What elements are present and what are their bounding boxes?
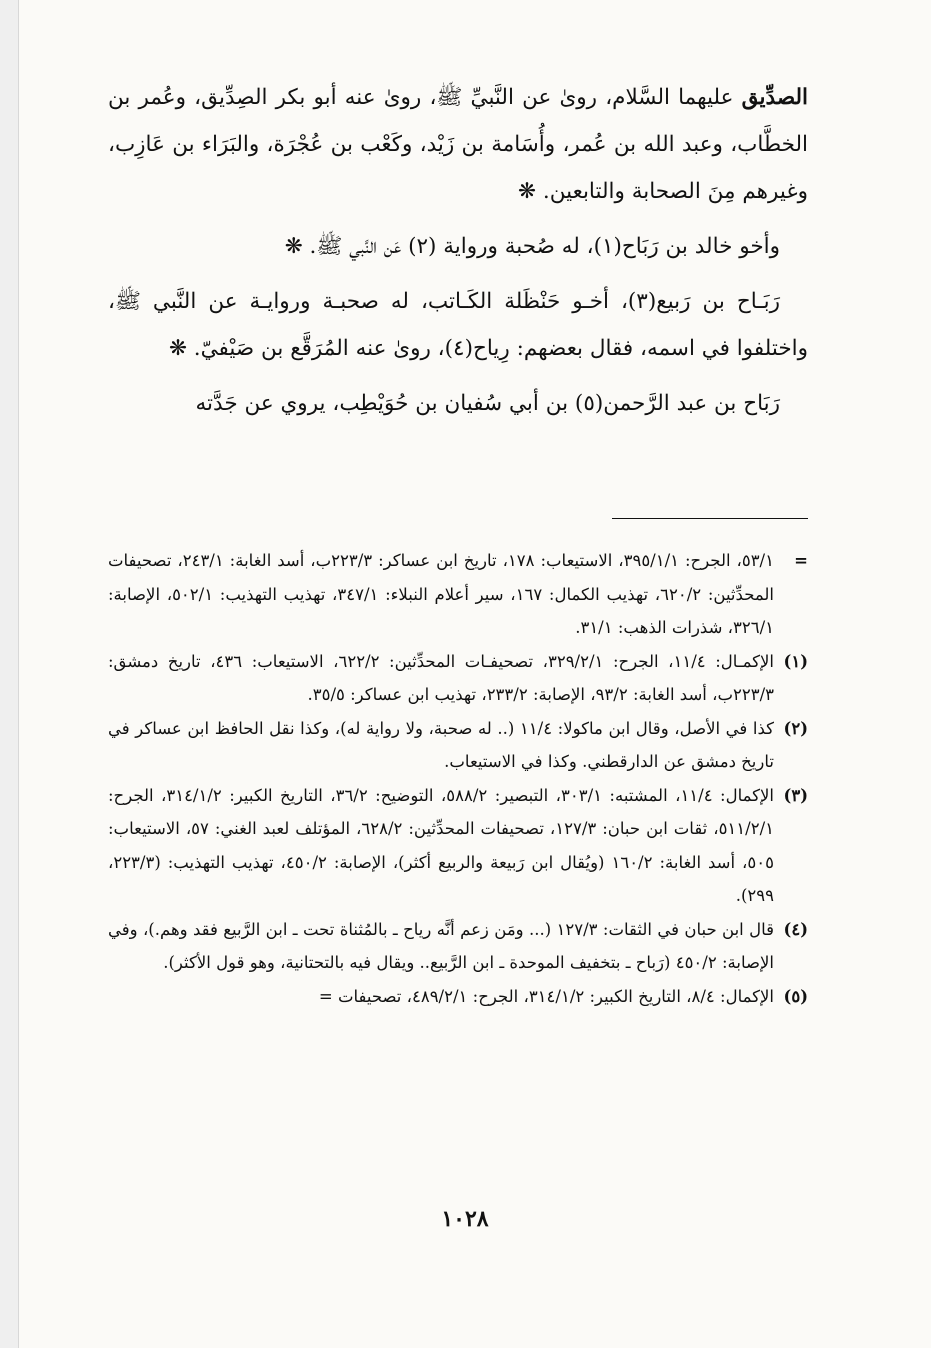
page-number: ١٠٢٨: [441, 1206, 489, 1232]
footnote-4: [108, 913, 808, 980]
paragraph-3: [108, 278, 808, 372]
footnote-3: [108, 779, 808, 913]
paragraph-4-text: رَبَاح بن عبد الرَّحمن(٥) بن أبي سُفيان بن حُوَيْطِب، يروي عن جَدَّته: [195, 391, 780, 416]
footnote-marker: (٣): [783, 785, 808, 805]
footnote-marker: (٤): [783, 919, 808, 939]
footnote-1: [108, 645, 808, 712]
paragraph-1-lead: الصدِّيق: [741, 85, 808, 110]
paragraph-1: [108, 74, 808, 215]
footnote-continuation: [108, 544, 808, 645]
footnote-separator: [612, 518, 808, 519]
footnote-text: ٥٣/١، الجرح: ٣٩٥/١/١، الاستيعاب: ١٧٨، تاريخ ابن عساكر: ٢٢٣/٣ب، أسد الغابة: ٢٤٣/١، تصحيفات المحدِّثين: ٦٢٠/٢، تهذيب الكمال: ١٦٧، سير أعلام النبلاء: ٣٤٧/١، تهذيب التهذيب: ٥٠٢/١، الإصابة: ٣٢٦/١، شذرات الذهب: ٣١/١.: [108, 551, 774, 637]
paragraph-2-text: وأخو خالد بن رَبَاح(١)، له صُحبة ورواية (٢) عَن النَّبي ﷺ. ❋: [284, 234, 780, 259]
footnote-text: قال ابن حبان في الثقات: ١٢٧/٣ (... ومَن زعم أنَّه رياح ـ بالمُثناة تحت ـ ابن الرَّبيع فقد وهم.)، وفي الإصابة: ٤٥٠/٢ (رَباح ـ بتخفيف الموحدة ـ ابن الرَّبيع.. ويقال فيه بالتحتانية، وهو قول الأكثر).: [108, 919, 775, 972]
footnote-marker: (٥): [783, 986, 808, 1006]
footnote-marker: (١): [783, 651, 808, 671]
footnote-marker: (٢): [783, 718, 808, 738]
footnotes: [108, 544, 808, 1013]
scan-edge: [0, 0, 19, 1348]
footnote-marker: =: [794, 551, 808, 570]
footnote-text: كذا في الأصل، وقال ابن ماكولا: ١١/٤ (.. له صحبة، ولا رواية له)، وكذا نقل الحافظ ابن عساكر في تاريخ دمشق عن الدارقطني. وكذا في الاستيعاب.: [108, 718, 774, 771]
paragraph-4: [108, 380, 808, 427]
paragraph-1-text: عليهما السَّلام، روىٰ عن النَّبيِّ ﷺ، روىٰ عنه أبو بكر الصِدِّيق، وعُمر بن الخطَّاب، وعبد الله بن عُمر، وأُسَامة بن زَيْد، وكَعْب بن عُجْرَة، والبَرَاء بن عَازِب، وغيرهم مِنَ الصحابة والتابعين. ❋: [108, 85, 808, 204]
footnote-text: الإكمال: ١١/٤، المشتبه: ٣٠٣/١، التبصير: ٥٨٨/٢، التوضيح: ٣٦/٢، التاريخ الكبير: ٣١٤/١/٢، الجرح: ٥١١/٢/١، ثقات ابن حبان: ١٢٧/٣، تصحيفات المحدِّثين: ٦٢٨/٢، المؤتلف لعبد الغني: ٥٧، الاستيعاب: ٥٠٥، أسد الغابة: ١٦٠/٢ (ويُقال ابن رَبيعة والربيع أكثر)، الإصابة: ٤٥٠/٢، تهذيب التهذيب: (٢٢٣/٣، ٢٩٩).: [108, 785, 774, 905]
footnote-text: الإكمال: ٨/٤، التاريخ الكبير: ٣١٤/١/٢، الجرح: ٤٨٩/٢/١، تصحيفات =: [318, 986, 774, 1006]
paragraph-2: [108, 223, 808, 270]
footnote-5: [108, 980, 808, 1014]
main-text: [108, 74, 808, 427]
footnote-2: [108, 712, 808, 779]
paragraph-3-text: رَبَـاح بن رَبيع(٣)، أخـو حَنْظَلة الكَـاتب، له صحبـة وروايـة عن النَّبي ﷺ، واختلفوا في اسمه، فقال بعضهم: رِياح(٤)، روىٰ عنه المُرَقَّع بن صَيْفيّ. ❋: [108, 289, 808, 361]
footnote-text: الإكمـال: ١١/٤، الجرح: ٣٢٩/٢/١، تصحيفـات المحدِّثين: ٦٢٢/٢، الاستيعاب: ٤٣٦، تاريخ دمشق: ٢٢٣/٣ب، أسد الغابة: ٩٣/٢، الإصابة: ٢٣٣/٢، تهذيب ابن عساكر: ٣٥/٥.: [108, 651, 774, 704]
